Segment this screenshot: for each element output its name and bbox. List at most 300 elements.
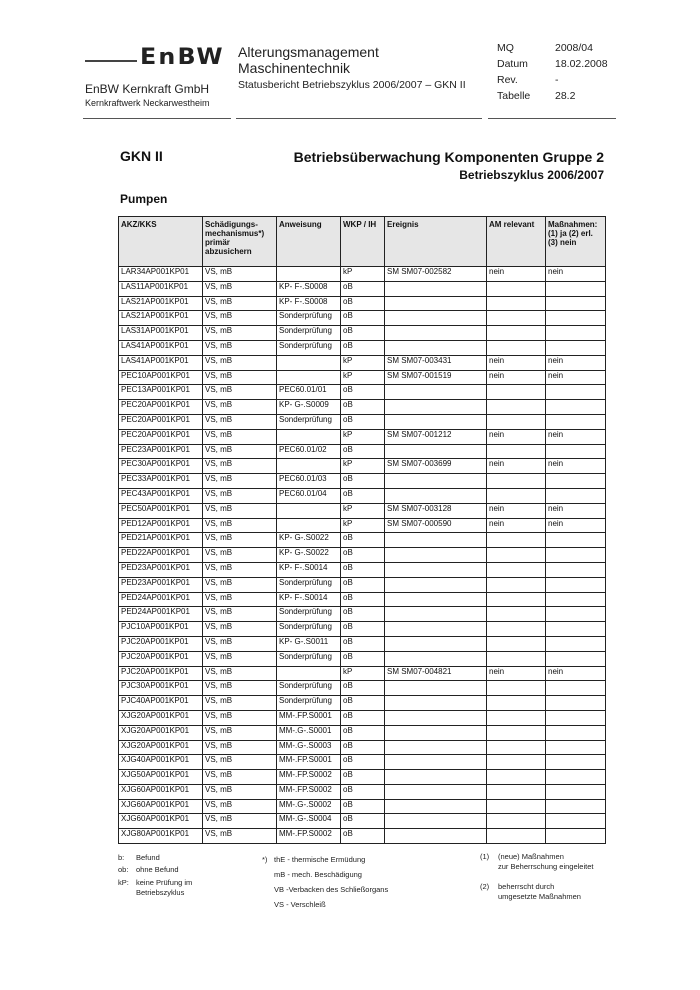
table-cell: VS, mB — [203, 710, 277, 725]
table-cell: oB — [341, 326, 385, 341]
meta-value: 2008/04 — [555, 42, 593, 54]
footnote-text: mB - mech. Beschädigung — [274, 870, 362, 879]
table-cell: nein — [546, 355, 606, 370]
table-row — [119, 636, 606, 651]
table-row — [119, 326, 606, 341]
table-cell: VS, mB — [203, 755, 277, 770]
table-cell — [487, 488, 546, 503]
table-cell: oB — [341, 710, 385, 725]
footnote-row — [480, 892, 593, 902]
table-cell: MM-.FP.S0002 — [277, 770, 341, 785]
table-cell: nein — [546, 370, 606, 385]
table-cell — [546, 696, 606, 711]
table-cell: kP — [341, 666, 385, 681]
footnote-text: keine Prüfung im — [136, 878, 193, 887]
table-cell — [487, 681, 546, 696]
table-cell: XJG20AP001KP01 — [119, 710, 203, 725]
table-row — [119, 784, 606, 799]
table-cell: oB — [341, 548, 385, 563]
table-cell: VS, mB — [203, 444, 277, 459]
table-cell: KP- F-.S0008 — [277, 281, 341, 296]
table-cell: oB — [341, 799, 385, 814]
footnote-row — [118, 878, 192, 888]
table-cell: nein — [487, 666, 546, 681]
table-cell: oB — [341, 474, 385, 489]
table-row — [119, 503, 606, 518]
table-cell — [546, 296, 606, 311]
table-cell — [546, 829, 606, 844]
table-cell: VS, mB — [203, 666, 277, 681]
table-cell — [385, 710, 487, 725]
table-cell: PED24AP001KP01 — [119, 607, 203, 622]
table-cell: SM SM07-001519 — [385, 370, 487, 385]
footnote-key: ob: — [118, 865, 129, 874]
table-cell: KP- F-.S0008 — [277, 296, 341, 311]
table-cell: Sonderprüfung — [277, 651, 341, 666]
footnote-row — [480, 852, 593, 862]
table-cell — [385, 577, 487, 592]
enbw-logo: EnBW — [140, 45, 225, 70]
table-cell: XJG60AP001KP01 — [119, 784, 203, 799]
table-cell: VS, mB — [203, 829, 277, 844]
table-cell: Sonderprüfung — [277, 607, 341, 622]
table-cell: KP- G-.S0022 — [277, 548, 341, 563]
table-cell: oB — [341, 562, 385, 577]
meta-value: 28.2 — [555, 90, 576, 102]
table-cell: MM-.FP.S0002 — [277, 784, 341, 799]
table-row — [119, 533, 606, 548]
section-title: Pumpen — [120, 192, 168, 206]
column-header: AM relevant — [487, 217, 546, 267]
table-cell — [385, 548, 487, 563]
table-cell: VS, mB — [203, 503, 277, 518]
table-cell: VS, mB — [203, 385, 277, 400]
table-cell — [487, 296, 546, 311]
table-cell: VS, mB — [203, 414, 277, 429]
document-title — [238, 44, 379, 76]
table-cell: VS, mB — [203, 681, 277, 696]
table-cell: oB — [341, 829, 385, 844]
table-cell — [385, 296, 487, 311]
table-cell: VS, mB — [203, 311, 277, 326]
table-cell: VS, mB — [203, 296, 277, 311]
header-divider — [488, 118, 616, 119]
table-row — [119, 755, 606, 770]
table-cell: MM-.G-.S0004 — [277, 814, 341, 829]
table-cell: oB — [341, 622, 385, 637]
table-row — [119, 770, 606, 785]
table-cell — [385, 488, 487, 503]
table-row — [119, 710, 606, 725]
table-cell: PJC20AP001KP01 — [119, 636, 203, 651]
table-header-row — [119, 217, 606, 267]
table-cell: oB — [341, 696, 385, 711]
table-cell — [385, 784, 487, 799]
table-cell: Sonderprüfung — [277, 414, 341, 429]
table-row — [119, 267, 606, 282]
footnote-row — [118, 864, 192, 876]
table-cell: Sonderprüfung — [277, 326, 341, 341]
table-row — [119, 622, 606, 637]
table-row — [119, 666, 606, 681]
table-cell: PED22AP001KP01 — [119, 548, 203, 563]
table-cell: SM SM07-004821 — [385, 666, 487, 681]
table-cell: VS, mB — [203, 400, 277, 415]
table-cell — [546, 622, 606, 637]
table-cell: MM-.G-.S0001 — [277, 725, 341, 740]
table-cell — [385, 636, 487, 651]
meta-value: - — [555, 74, 559, 86]
table-cell: nein — [487, 355, 546, 370]
header-divider — [83, 118, 231, 119]
table-cell — [546, 651, 606, 666]
table-cell — [385, 281, 487, 296]
table-cell: LAS21AP001KP01 — [119, 311, 203, 326]
document-title-line1: Alterungsmanagement — [238, 44, 379, 60]
table-cell — [487, 636, 546, 651]
table-cell: kP — [341, 459, 385, 474]
table-cell: oB — [341, 740, 385, 755]
table-cell: VS, mB — [203, 340, 277, 355]
table-cell: VS, mB — [203, 651, 277, 666]
table-cell: SM SM07-003128 — [385, 503, 487, 518]
table-row — [119, 577, 606, 592]
table-cell: nein — [546, 267, 606, 282]
table-cell — [546, 755, 606, 770]
table-cell: XJG20AP001KP01 — [119, 725, 203, 740]
table-cell: PJC30AP001KP01 — [119, 681, 203, 696]
table-cell: VS, mB — [203, 518, 277, 533]
table-row — [119, 562, 606, 577]
table-cell — [277, 429, 341, 444]
footnote-text: beherrscht durch — [498, 882, 555, 891]
footnote-row — [480, 882, 593, 892]
table-cell — [487, 814, 546, 829]
column-header: Ereignis — [385, 217, 487, 267]
table-row — [119, 311, 606, 326]
table-cell: nein — [546, 518, 606, 533]
table-cell: VS, mB — [203, 355, 277, 370]
table-cell — [487, 592, 546, 607]
table-cell — [487, 607, 546, 622]
table-cell: KP- G-.S0011 — [277, 636, 341, 651]
footnote-row — [480, 872, 593, 882]
table-cell — [546, 814, 606, 829]
table-row — [119, 474, 606, 489]
table-cell — [385, 326, 487, 341]
table-cell — [487, 799, 546, 814]
table-cell: VS, mB — [203, 488, 277, 503]
table-cell: VS, mB — [203, 533, 277, 548]
table-cell: XJG60AP001KP01 — [119, 799, 203, 814]
table-cell — [385, 400, 487, 415]
table-cell: SM SM07-002582 — [385, 267, 487, 282]
table-cell — [546, 400, 606, 415]
footnote-legend — [118, 852, 192, 898]
footnote-text: Betriebszyklus — [136, 888, 185, 897]
table-cell — [385, 444, 487, 459]
table-cell: oB — [341, 488, 385, 503]
table-cell — [385, 651, 487, 666]
table-cell — [385, 799, 487, 814]
table-cell — [385, 562, 487, 577]
logo-line — [85, 60, 137, 62]
table-row — [119, 385, 606, 400]
table-cell: PEC20AP001KP01 — [119, 400, 203, 415]
footnote-row — [262, 852, 388, 867]
table-cell: SM SM07-000590 — [385, 518, 487, 533]
table-cell: VS, mB — [203, 636, 277, 651]
table-cell: PEC60.01/04 — [277, 488, 341, 503]
table-cell — [487, 414, 546, 429]
table-cell: VS, mB — [203, 725, 277, 740]
table-cell: VS, mB — [203, 770, 277, 785]
table-cell: XJG40AP001KP01 — [119, 755, 203, 770]
table-cell: PEC30AP001KP01 — [119, 459, 203, 474]
table-cell: nein — [546, 666, 606, 681]
footnote-key: (1) — [480, 852, 490, 861]
table-cell — [277, 666, 341, 681]
table-cell: MM-.G-.S0003 — [277, 740, 341, 755]
table-cell: kP — [341, 267, 385, 282]
table-cell — [487, 548, 546, 563]
table-cell — [487, 740, 546, 755]
table-cell: oB — [341, 533, 385, 548]
table-row — [119, 400, 606, 415]
table-cell: LAR34AP001KP01 — [119, 267, 203, 282]
table-body — [119, 267, 606, 844]
footnote-key: *) — [262, 855, 268, 864]
table-cell — [487, 651, 546, 666]
table-row — [119, 459, 606, 474]
table-cell — [546, 607, 606, 622]
table-cell: VS, mB — [203, 474, 277, 489]
table-cell — [487, 710, 546, 725]
table-row — [119, 740, 606, 755]
plant-name: Kernkraftwerk Neckarwestheim — [85, 98, 210, 108]
table-cell: VS, mB — [203, 267, 277, 282]
table-cell: PED12AP001KP01 — [119, 518, 203, 533]
table-row — [119, 370, 606, 385]
table-cell — [546, 562, 606, 577]
table-cell — [385, 725, 487, 740]
table-cell — [487, 340, 546, 355]
table-cell — [487, 784, 546, 799]
meta-key: MQ — [497, 42, 514, 54]
table-cell — [385, 607, 487, 622]
meta-value: 18.02.2008 — [555, 58, 608, 70]
table-row — [119, 681, 606, 696]
table-cell — [546, 444, 606, 459]
table-cell: Sonderprüfung — [277, 311, 341, 326]
footnote-row — [480, 862, 593, 872]
column-header: Maßnahmen: (1) ja (2) erl. (3) nein — [546, 217, 606, 267]
table-cell: nein — [546, 459, 606, 474]
table-cell — [385, 311, 487, 326]
meta-row-rev — [497, 74, 608, 90]
table-row — [119, 488, 606, 503]
table-cell — [546, 533, 606, 548]
table-cell: oB — [341, 636, 385, 651]
table-cell: PEC10AP001KP01 — [119, 370, 203, 385]
table-cell — [487, 577, 546, 592]
table-cell: PED23AP001KP01 — [119, 577, 203, 592]
table-cell: XJG50AP001KP01 — [119, 770, 203, 785]
table-row — [119, 548, 606, 563]
table-cell — [385, 755, 487, 770]
table-cell: VS, mB — [203, 784, 277, 799]
table-cell: KP- G-.S0009 — [277, 400, 341, 415]
table-cell — [487, 696, 546, 711]
table-cell: MM-.FP.S0001 — [277, 755, 341, 770]
table-cell: PJC40AP001KP01 — [119, 696, 203, 711]
table-cell: SM SM07-001212 — [385, 429, 487, 444]
footnote-measures — [480, 852, 593, 902]
table-cell: KP- F-.S0014 — [277, 592, 341, 607]
table-cell: VS, mB — [203, 814, 277, 829]
pumps-table — [118, 216, 606, 844]
table-cell: MM-.FP.S0002 — [277, 829, 341, 844]
table-cell: oB — [341, 814, 385, 829]
table-cell: nein — [487, 429, 546, 444]
table-cell: oB — [341, 340, 385, 355]
table-cell — [546, 326, 606, 341]
table-cell: oB — [341, 725, 385, 740]
table-cell — [546, 281, 606, 296]
footnote-key: b: — [118, 853, 125, 862]
table-row — [119, 725, 606, 740]
table-cell: SM SM07-003699 — [385, 459, 487, 474]
table-cell: PEC13AP001KP01 — [119, 385, 203, 400]
footnote-text: Befund — [136, 853, 160, 862]
table-cell — [487, 533, 546, 548]
footnote-row — [118, 852, 192, 864]
meta-key: Datum — [497, 58, 528, 70]
footnote-key: kP: — [118, 878, 129, 887]
table-cell: VS, mB — [203, 696, 277, 711]
table-cell: XJG80AP001KP01 — [119, 829, 203, 844]
table-cell — [277, 518, 341, 533]
table-cell: nein — [546, 503, 606, 518]
table-cell — [546, 488, 606, 503]
table-cell — [546, 725, 606, 740]
table-cell — [546, 474, 606, 489]
table-cell: XJG20AP001KP01 — [119, 740, 203, 755]
table-cell: kP — [341, 518, 385, 533]
table-cell: PJC20AP001KP01 — [119, 666, 203, 681]
table-cell: VS, mB — [203, 429, 277, 444]
table-cell: nein — [487, 267, 546, 282]
footnote-mechanisms — [262, 852, 388, 912]
table-cell: oB — [341, 414, 385, 429]
table-cell — [546, 799, 606, 814]
table-cell — [277, 355, 341, 370]
table-cell — [385, 414, 487, 429]
table-cell — [487, 770, 546, 785]
table-cell — [385, 696, 487, 711]
table-row — [119, 281, 606, 296]
table-cell — [385, 533, 487, 548]
table-row — [119, 696, 606, 711]
table-cell: PEC60.01/01 — [277, 385, 341, 400]
cycle-label: Betriebszyklus 2006/2007 — [459, 168, 604, 182]
column-header: AKZ/KKS — [119, 217, 203, 267]
table-cell: Sonderprüfung — [277, 340, 341, 355]
footnote-text: umgesetzte Maßnahmen — [498, 892, 581, 901]
meta-row-tabelle — [497, 90, 608, 106]
table-row — [119, 429, 606, 444]
table-cell: PEC60.01/02 — [277, 444, 341, 459]
meta-key: Tabelle — [497, 90, 531, 102]
table-cell — [385, 385, 487, 400]
table-cell — [546, 548, 606, 563]
table-row — [119, 355, 606, 370]
table-row — [119, 414, 606, 429]
table-cell — [277, 459, 341, 474]
table-cell: VS, mB — [203, 281, 277, 296]
table-cell: VS, mB — [203, 326, 277, 341]
table-cell — [385, 474, 487, 489]
table-cell — [487, 622, 546, 637]
table-cell — [546, 784, 606, 799]
table-cell — [487, 385, 546, 400]
table-cell: VS, mB — [203, 622, 277, 637]
table-cell: VS, mB — [203, 799, 277, 814]
footnote-text: VS - Verschleiß — [274, 900, 326, 909]
table-cell — [487, 311, 546, 326]
table-cell: VS, mB — [203, 740, 277, 755]
table-cell: oB — [341, 296, 385, 311]
company-name: EnBW Kernkraft GmbH — [85, 82, 210, 96]
table-cell — [546, 681, 606, 696]
table-cell: VS, mB — [203, 562, 277, 577]
table-cell: PEC60.01/03 — [277, 474, 341, 489]
table-cell: oB — [341, 281, 385, 296]
table-cell: oB — [341, 592, 385, 607]
table-row — [119, 651, 606, 666]
table-cell — [277, 267, 341, 282]
table-cell — [546, 592, 606, 607]
table-cell: kP — [341, 370, 385, 385]
table-cell: LAS41AP001KP01 — [119, 355, 203, 370]
table-cell: VS, mB — [203, 548, 277, 563]
table-cell — [487, 400, 546, 415]
table-row — [119, 829, 606, 844]
table-cell — [385, 829, 487, 844]
unit-label: GKN II — [120, 148, 163, 164]
meta-row-datum — [497, 58, 608, 74]
table-cell: oB — [341, 385, 385, 400]
table-cell: PEC23AP001KP01 — [119, 444, 203, 459]
table-cell — [385, 681, 487, 696]
table-cell — [487, 326, 546, 341]
table-cell: LAS31AP001KP01 — [119, 326, 203, 341]
table-cell — [487, 755, 546, 770]
table-cell: SM SM07-003431 — [385, 355, 487, 370]
header-divider — [236, 118, 482, 119]
table-cell — [546, 636, 606, 651]
table-cell: kP — [341, 355, 385, 370]
table-cell: MM-.FP.S0001 — [277, 710, 341, 725]
table-cell: oB — [341, 607, 385, 622]
table-cell: Sonderprüfung — [277, 696, 341, 711]
table-cell: MM-.G-.S0002 — [277, 799, 341, 814]
footnote-row — [262, 867, 388, 882]
table-row — [119, 296, 606, 311]
table-cell — [277, 503, 341, 518]
document-title-line2: Maschinentechnik — [238, 60, 351, 76]
table-cell — [487, 474, 546, 489]
